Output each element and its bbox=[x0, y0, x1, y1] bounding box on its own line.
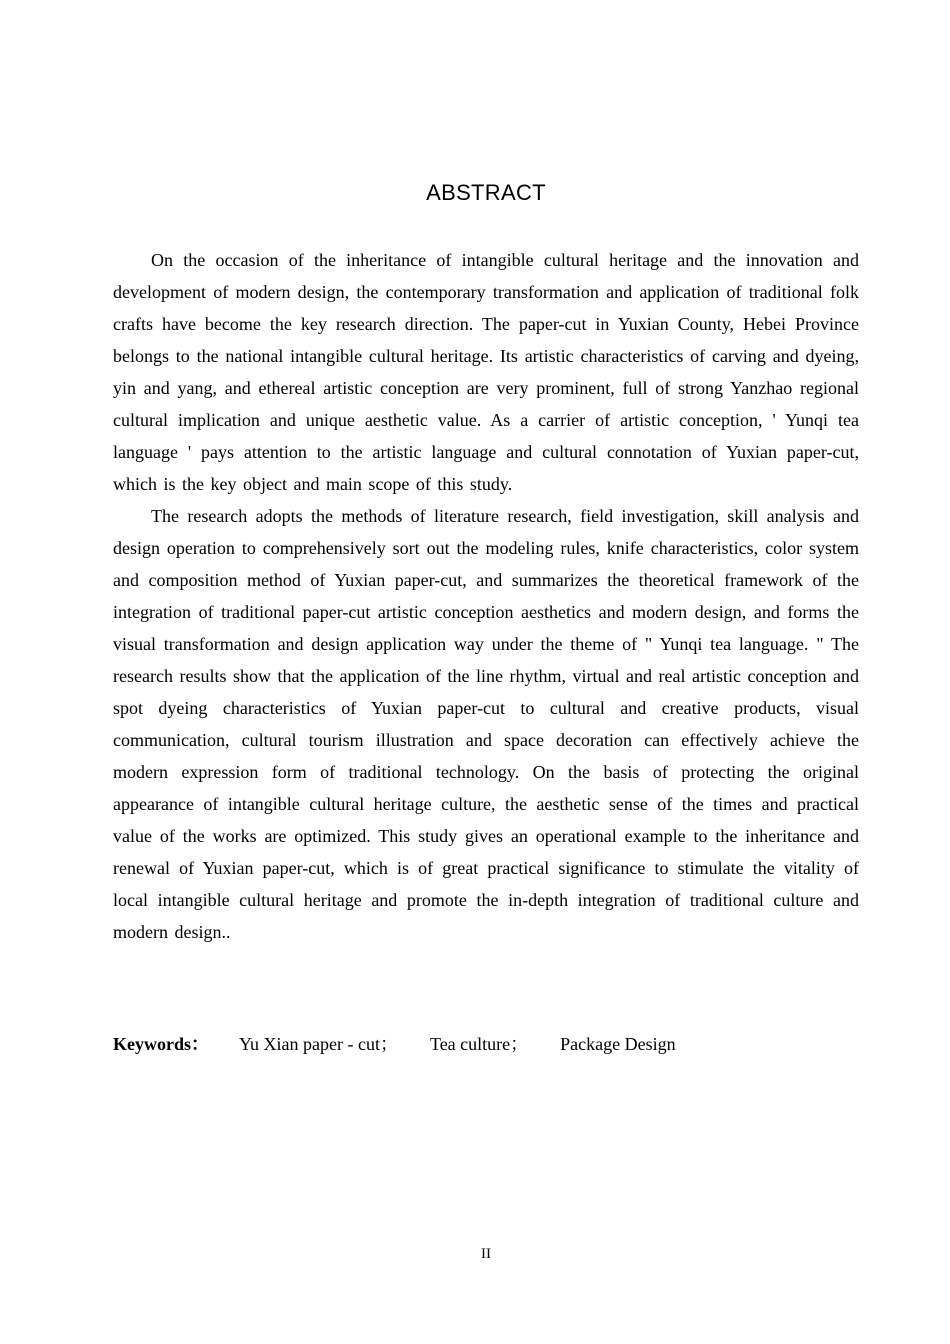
page-number: II bbox=[481, 1246, 491, 1262]
keyword-item: Package Design bbox=[560, 1034, 676, 1054]
abstract-body bbox=[113, 244, 859, 948]
keywords-label: Keywords： bbox=[113, 1034, 209, 1054]
keywords-line bbox=[113, 1030, 676, 1056]
keyword-item: Yu Xian paper - cut； bbox=[239, 1034, 398, 1054]
abstract-title: ABSTRACT bbox=[426, 180, 546, 205]
keyword-item: Tea culture； bbox=[429, 1034, 529, 1054]
abstract-paragraph-2: The research adopts the methods of literature research, field investigation, skill analysis and design operation to comprehensively sort out the modeling rules, knife characteristics, color system and composition method of Yuxian paper-cut, and summarizes the theoretical framework of the integration of traditional paper-cut artistic conception aesthetics and modern design, and forms the visual transformation and design application way under the theme of " Yunqi tea language. " The research results show that the application of the line rhythm, virtual and real artistic conception and spot dyeing characteristics of Yuxian paper-cut to cultural and creative products, visual communication, cultural tourism illustration and space decoration can effectively achieve the modern expression form of traditional technology. On the basis of protecting the original appearance of intangible cultural heritage culture, the aesthetic sense of the times and practical value of the works are optimized. This study gives an operational example to the inheritance and renewal of Yuxian paper-cut, which is of great practical significance to stimulate the vitality of local intangible cultural heritage and promote the in-depth integration of traditional culture and modern design.. bbox=[113, 506, 859, 942]
abstract-paragraph-1: On the occasion of the inheritance of intangible cultural heritage and the innovation and development of modern design, the contemporary transformation and application of traditional folk crafts have become the key research direction. The paper-cut in Yuxian County, Hebei Province belongs to the national intangible cultural heritage. Its artistic characteristics of carving and dyeing, yin and yang, and ethereal artistic conception are very prominent, full of strong Yanzhao regional cultural implication and unique aesthetic value. As a carrier of artistic conception, ' Yunqi tea language ' pays attention to the artistic language and cultural connotation of Yuxian paper-cut, which is the key object and main scope of this study. bbox=[113, 250, 859, 494]
